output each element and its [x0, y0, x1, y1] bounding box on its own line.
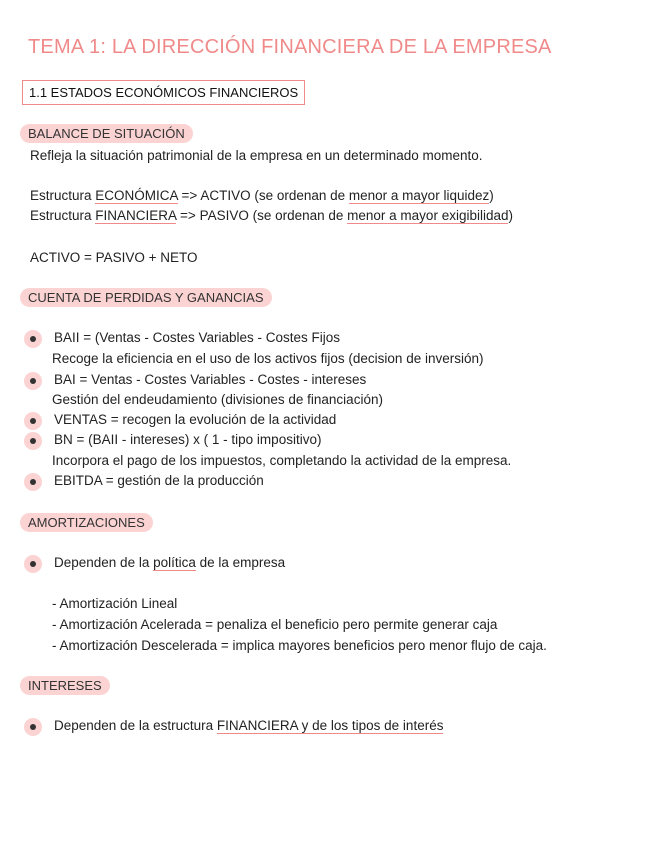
fin-suffix: ): [508, 208, 513, 223]
fin-prefix: Estructura: [30, 208, 96, 223]
pyg-bn: BN = (BAII - intereses) x ( 1 - tipo impositivo): [54, 432, 322, 447]
pyg-bn-note: Incorpora el pago de los impuestos, completando la actividad de la empresa.: [52, 453, 512, 468]
page-title: TEMA 1: LA DIRECCIÓN FINANCIERA DE LA EMPRESA: [28, 36, 552, 58]
bullet-icon: [24, 718, 42, 736]
intereses-prefix: Dependen de la estructura: [54, 718, 217, 733]
amort-suffix: de la empresa: [195, 555, 286, 570]
balance-equation: ACTIVO = PASIVO + NETO: [30, 250, 198, 265]
intereses-heading: INTERESES: [20, 676, 110, 695]
amort-heading: AMORTIZACIONES: [20, 513, 153, 532]
pyg-ventas: VENTAS = recogen la evolución de la actividad: [54, 412, 337, 427]
pyg-ebitda: EBITDA = gestión de la producción: [54, 473, 264, 488]
pyg-baii: BAII = (Ventas - Costes Variables - Costes Fijos: [54, 330, 340, 345]
intereses-depend: [54, 718, 443, 733]
bullet-icon: [24, 473, 42, 491]
eco-suffix: ): [489, 188, 494, 203]
balance-heading: BALANCE DE SITUACIÓN: [20, 124, 193, 143]
bullet-icon: [24, 372, 42, 390]
pyg-baii-note: Recoge la eficiencia en el uso de los activos fijos (decision de inversión): [52, 351, 484, 366]
fin-word: FINANCIERA: [95, 208, 177, 223]
amort-prefix: Dependen de la: [54, 555, 154, 570]
fin-underlined: menor a mayor exigibilidad: [347, 208, 509, 223]
amort-acelerada: - Amortización Acelerada = penaliza el beneficio pero permite generar caja: [52, 617, 498, 632]
bullet-icon: [24, 555, 42, 573]
fin-middle: => PASIVO (se ordenan de: [176, 208, 348, 223]
amort-lineal: - Amortización Lineal: [52, 596, 178, 611]
pyg-heading: CUENTA DE PERDIDAS Y GANANCIAS: [20, 288, 272, 307]
pyg-bai-note: Gestión del endeudamiento (divisiones de financiación): [52, 392, 383, 407]
eco-middle: => ACTIVO (se ordenan de: [177, 188, 349, 203]
balance-fin-line: [30, 208, 513, 223]
eco-underlined: menor a mayor liquidez: [348, 188, 490, 203]
balance-eco-line: [30, 188, 494, 203]
bullet-icon: [24, 432, 42, 450]
eco-prefix: Estructura: [30, 188, 96, 203]
amort-depend: [54, 555, 285, 570]
section-title-box: 1.1 ESTADOS ECONÓMICOS FINANCIEROS: [22, 80, 305, 105]
bullet-icon: [24, 330, 42, 348]
amort-descelerada: - Amortización Descelerada = implica mayores beneficios pero menor flujo de caja.: [52, 638, 547, 653]
balance-desc: Refleja la situación patrimonial de la empresa en un determinado momento.: [30, 148, 483, 163]
eco-word: ECONÓMICA: [95, 188, 178, 203]
amort-underlined: política: [153, 555, 196, 570]
pyg-bai: BAI = Ventas - Costes Variables - Costes - intereses: [54, 372, 367, 387]
intereses-underlined: FINANCIERA y de los tipos de interés: [216, 718, 444, 733]
bullet-icon: [24, 412, 42, 430]
